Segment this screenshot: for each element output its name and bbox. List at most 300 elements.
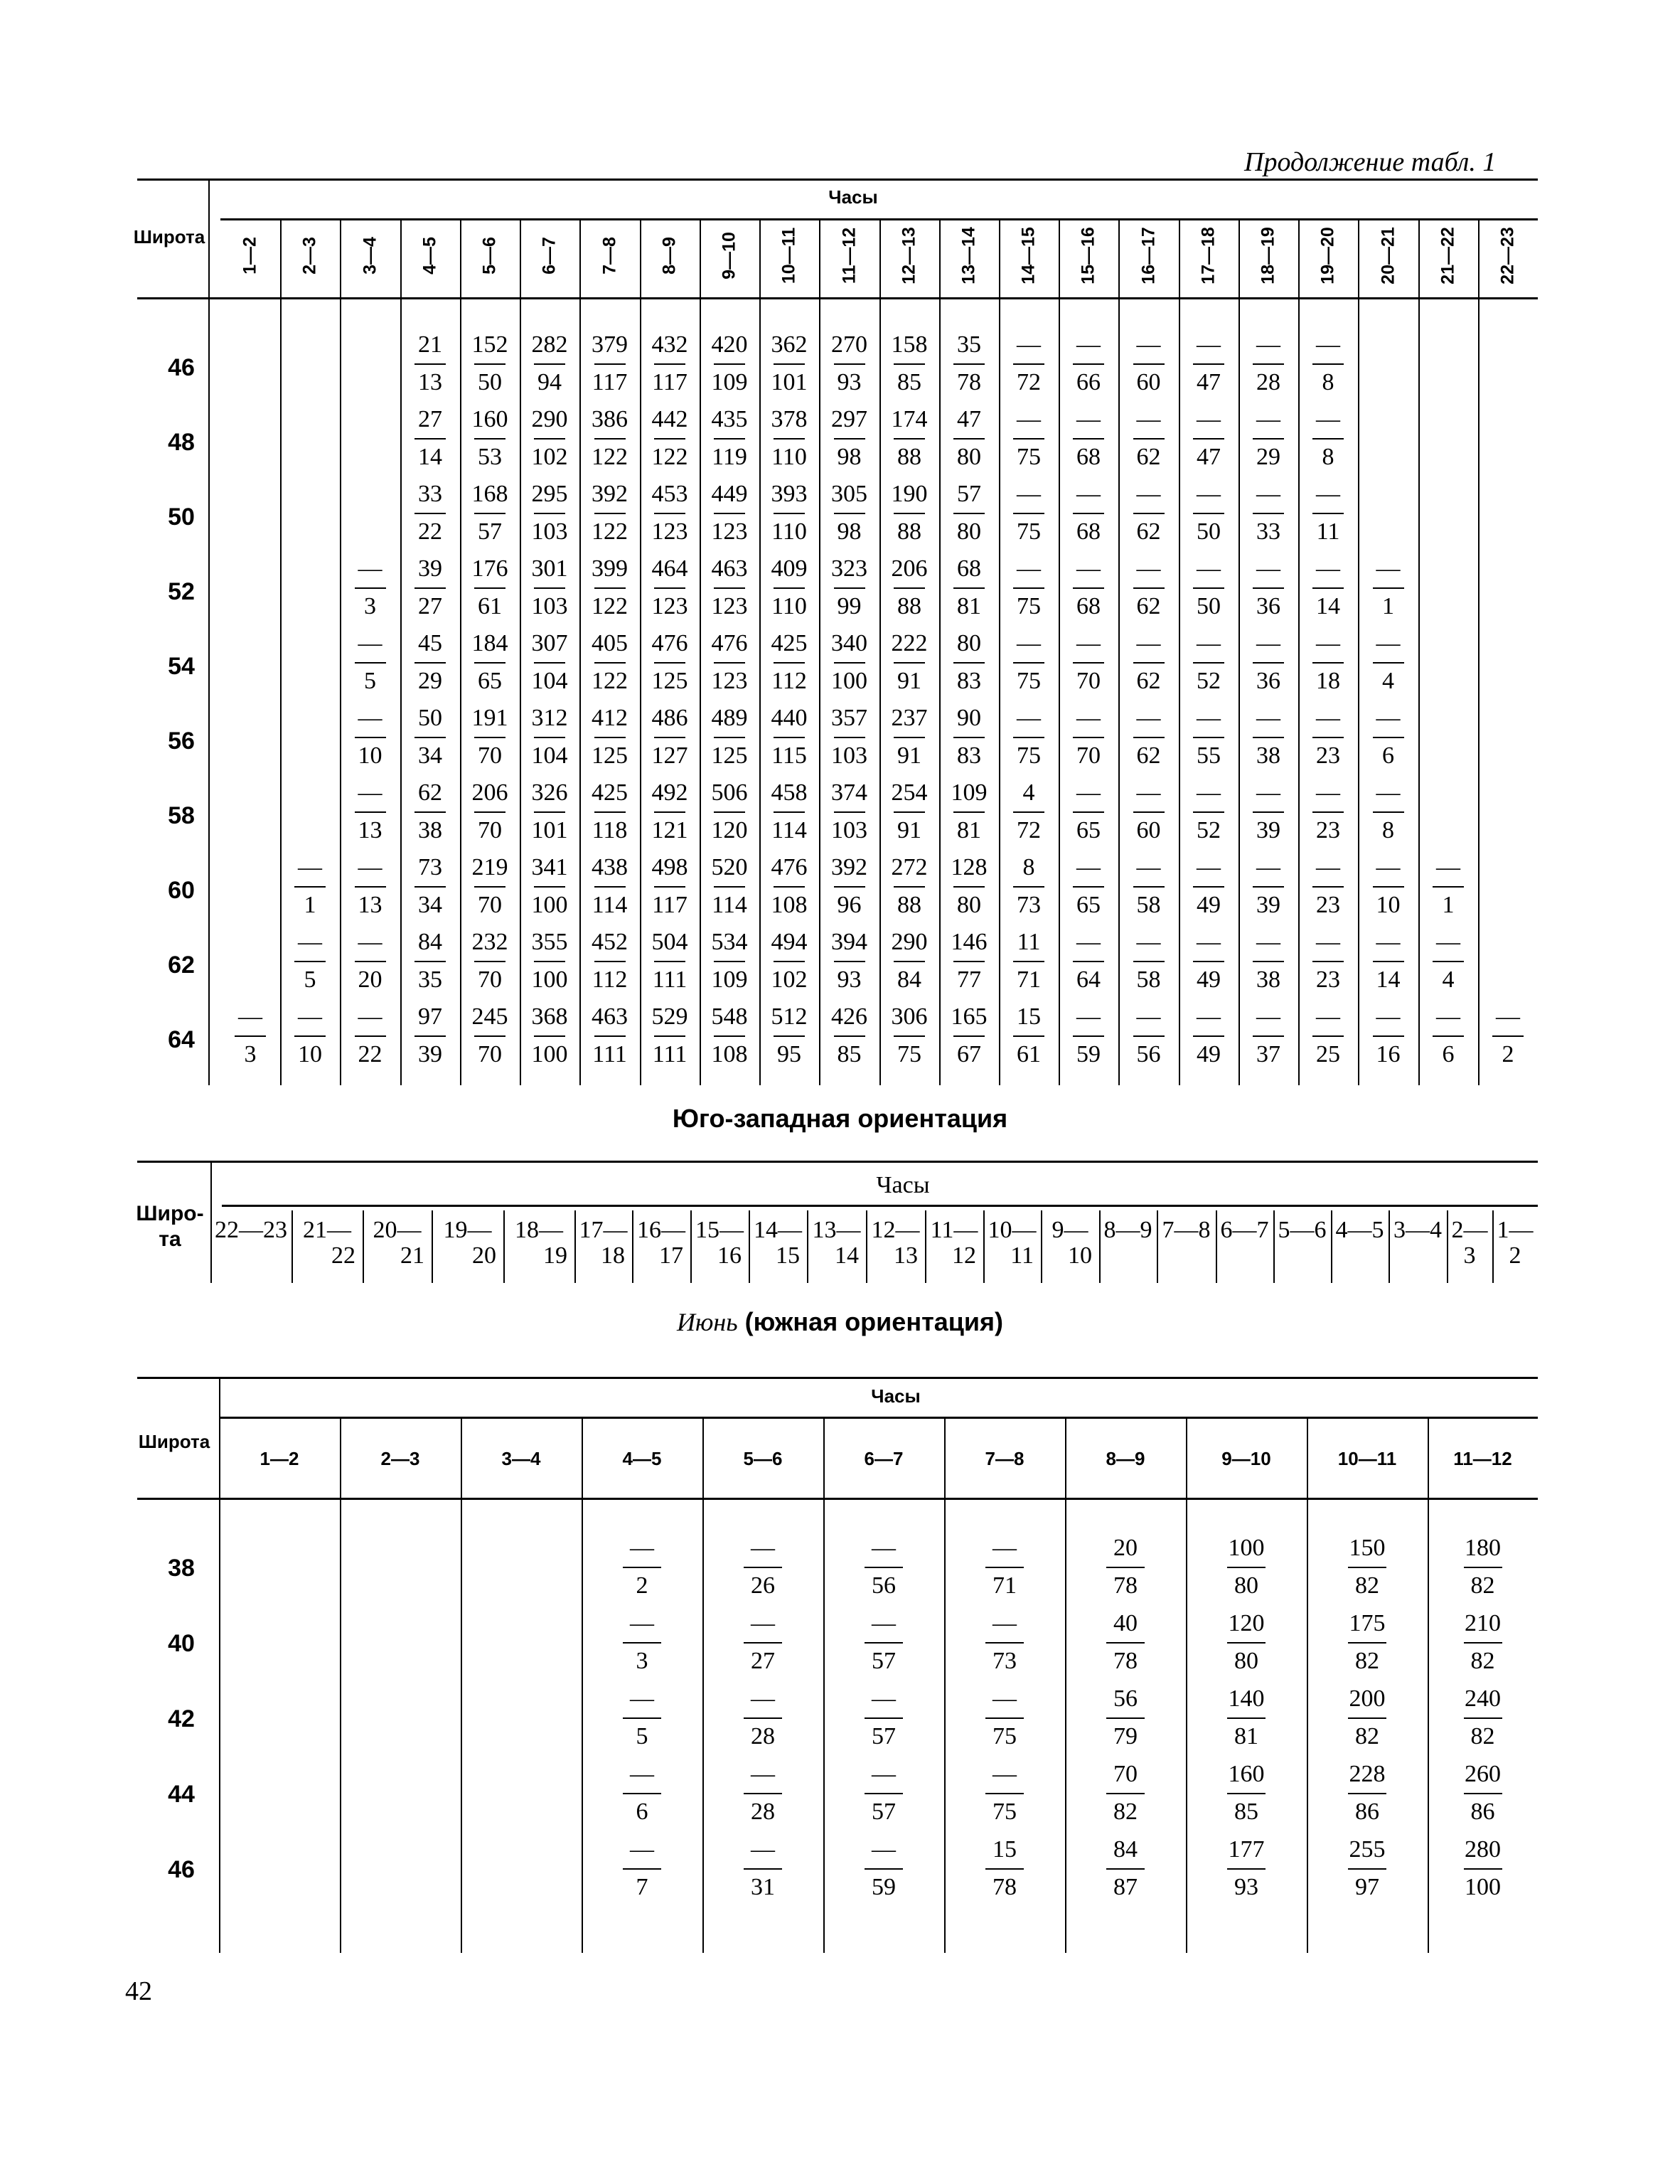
june-column-line (582, 1417, 583, 1953)
fraction-numerator: — (630, 1535, 654, 1561)
fraction-cell (841, 1536, 926, 1598)
fraction-bar (1312, 961, 1344, 962)
fraction-cell (580, 407, 640, 469)
fraction-numerator: 405 (592, 630, 628, 656)
fraction-numerator: — (1136, 779, 1161, 806)
fraction-cell (341, 1005, 400, 1067)
fraction-numerator: — (872, 1836, 896, 1863)
fraction-bar (1373, 961, 1404, 962)
fraction-cell (1298, 781, 1358, 843)
fraction-cell (1059, 781, 1118, 843)
table1-hours-header: Часы (828, 186, 878, 208)
fraction-denominator: 83 (957, 742, 981, 769)
fraction-cell (700, 632, 759, 693)
fraction-numerator: 394 (831, 929, 867, 955)
fraction-cell (700, 856, 759, 917)
fraction-cell (1238, 706, 1298, 768)
fraction-numerator: 152 (471, 331, 508, 358)
fraction-bar (534, 363, 565, 365)
fraction-numerator: 435 (711, 406, 748, 432)
fraction-numerator: — (1076, 406, 1101, 432)
table1-lat-header: Широта (133, 226, 205, 247)
fraction-bar (1133, 886, 1165, 888)
fraction-numerator: 200 (1349, 1685, 1386, 1712)
fraction-bar (1312, 587, 1344, 589)
fraction-bar (414, 961, 446, 962)
fraction-denominator: 72 (1017, 817, 1041, 843)
fraction-numerator: 50 (418, 705, 442, 731)
fraction-numerator: 97 (418, 1003, 442, 1030)
fraction-bar (534, 513, 565, 514)
fraction-bar (594, 587, 626, 589)
hour-header-cell: 3—4 (360, 237, 380, 275)
fraction-cell (820, 632, 879, 693)
sw-hour-text: 14— (754, 1217, 802, 1243)
fraction-cell (400, 557, 460, 619)
fraction-denominator: 125 (592, 742, 628, 769)
table1-top-rule (137, 179, 1538, 181)
fraction-denominator: 110 (771, 518, 807, 545)
fraction-cell (1083, 1762, 1168, 1824)
fraction-bar (714, 587, 745, 589)
fraction-bar (1133, 513, 1165, 514)
fraction-cell (999, 482, 1059, 544)
fraction-numerator: 21 (418, 331, 442, 358)
fraction-numerator: 340 (831, 630, 867, 656)
fraction-cell (640, 930, 700, 992)
fraction-denominator: 91 (897, 817, 921, 843)
fraction-numerator: — (1136, 406, 1161, 432)
fraction-bar (1073, 811, 1104, 813)
fraction-bar (1193, 737, 1224, 738)
june-column-line (340, 1417, 341, 1953)
fraction-cell (520, 706, 579, 768)
fraction-bar (894, 363, 925, 365)
hour-header-cell: 13—14 (958, 227, 979, 284)
fraction-denominator: 62 (1136, 593, 1161, 619)
fraction-denominator: 4 (1442, 966, 1455, 993)
fraction-bar (235, 1035, 266, 1037)
fraction-numerator: 463 (711, 555, 748, 582)
fraction-numerator: 245 (471, 1003, 508, 1030)
fraction-cell (879, 333, 939, 395)
hour-header-cell: 12—13 (899, 227, 919, 284)
fraction-denominator: 94 (537, 369, 562, 395)
fraction-cell (520, 781, 579, 843)
fraction-denominator: 85 (1234, 1799, 1258, 1825)
fraction-denominator: 6 (1382, 742, 1394, 769)
fraction-bar (594, 886, 626, 888)
fraction-bar (744, 1717, 782, 1719)
fraction-denominator: 117 (652, 892, 687, 918)
sw-hour-text: 20— (373, 1217, 422, 1243)
june-section-title (0, 1307, 1680, 1337)
fraction-cell (879, 482, 939, 544)
sw-hour-text: 21— (303, 1217, 351, 1243)
fraction-denominator: 70 (478, 966, 502, 993)
fraction-cell (999, 407, 1059, 469)
fraction-denominator: 13 (358, 817, 382, 843)
fraction-denominator: 110 (771, 593, 807, 619)
fraction-cell (820, 482, 879, 544)
fraction-denominator: 35 (418, 966, 442, 993)
fraction-denominator: 65 (478, 668, 502, 694)
fraction-denominator: 86 (1355, 1799, 1379, 1825)
fraction-cell (1179, 930, 1238, 992)
fraction-cell (1179, 333, 1238, 395)
fraction-cell (939, 706, 999, 768)
fraction-bar (774, 811, 805, 813)
fraction-denominator: 122 (592, 668, 628, 694)
june-column-line (1065, 1417, 1066, 1953)
fraction-cell (599, 1612, 685, 1673)
fraction-bar (534, 438, 565, 440)
fraction-denominator: 33 (1256, 518, 1280, 545)
fraction-bar (985, 1868, 1024, 1870)
fraction-numerator: — (1076, 929, 1101, 955)
fraction-numerator: 174 (891, 406, 928, 432)
hour-header-cell: 1—2 (240, 237, 260, 275)
sw-hour-text: 9— (1052, 1217, 1088, 1243)
fraction-denominator: 115 (771, 742, 807, 769)
fraction-bar (534, 886, 565, 888)
fraction-cell (999, 1005, 1059, 1067)
fraction-cell (759, 930, 819, 992)
fraction-numerator: 165 (951, 1003, 988, 1030)
fraction-cell (759, 706, 819, 768)
fraction-numerator: 20 (1113, 1535, 1138, 1561)
sw-hour-text: 2—3 (1451, 1217, 1488, 1269)
fraction-numerator: 295 (531, 481, 568, 507)
hour-header-cell: 5—6 (479, 237, 500, 275)
fraction-cell (341, 557, 400, 619)
fraction-numerator: 158 (891, 331, 928, 358)
fraction-numerator: — (1376, 630, 1401, 656)
fraction-bar (1253, 961, 1284, 962)
fraction-denominator: 114 (771, 817, 807, 843)
fraction-numerator: 62 (418, 779, 442, 806)
fraction-cell (1083, 1536, 1168, 1598)
june-hours-rule (220, 1417, 1538, 1419)
fraction-bar (654, 1035, 685, 1037)
fraction-denominator: 80 (1234, 1648, 1258, 1674)
sw-hour-text: 11— (930, 1217, 978, 1243)
fraction-cell (1440, 1687, 1526, 1749)
fraction-denominator: 57 (872, 1648, 896, 1674)
fraction-numerator: — (1017, 555, 1041, 582)
june-top-rule (137, 1377, 1538, 1379)
fraction-denominator: 62 (1136, 742, 1161, 769)
fraction-denominator: 23 (1316, 817, 1340, 843)
fraction-numerator: 506 (711, 779, 748, 806)
fraction-bar (534, 737, 565, 738)
fraction-cell (1059, 407, 1118, 469)
fraction-cell (280, 1005, 340, 1067)
fraction-cell (1059, 632, 1118, 693)
fraction-numerator: — (1376, 779, 1401, 806)
fraction-numerator: 355 (531, 929, 568, 955)
sw-hour-cell (749, 1218, 807, 1268)
fraction-cell (220, 1005, 280, 1067)
fraction-bar (355, 1035, 386, 1037)
fraction-denominator: 102 (531, 444, 568, 470)
fraction-numerator: — (993, 1685, 1017, 1712)
fraction-cell (520, 333, 579, 395)
sw-hour-text: 13— (812, 1217, 861, 1243)
fraction-bar (1373, 737, 1404, 738)
sw-hour-cell (503, 1218, 574, 1268)
fraction-denominator: 36 (1256, 668, 1280, 694)
june-lat-header: Широта (138, 1431, 210, 1452)
fraction-cell (700, 407, 759, 469)
fraction-numerator: — (1136, 1003, 1161, 1030)
fraction-numerator: 4 (1022, 779, 1035, 806)
fraction-denominator: 73 (1017, 892, 1041, 918)
fraction-numerator: 240 (1465, 1685, 1501, 1712)
fraction-denominator: 82 (1470, 1648, 1495, 1674)
fraction-bar (834, 811, 865, 813)
sw-hour-text: 19— (443, 1217, 492, 1243)
fraction-numerator: 297 (831, 406, 867, 432)
fraction-numerator: — (1197, 331, 1221, 358)
fraction-denominator: 97 (1355, 1874, 1379, 1900)
table1-column-line (1478, 218, 1480, 1085)
fraction-bar (714, 1035, 745, 1037)
fraction-denominator: 91 (897, 742, 921, 769)
fraction-bar (1073, 363, 1104, 365)
sw-hour-text: 11 (1010, 1242, 1034, 1269)
fraction-denominator: 29 (418, 668, 442, 694)
fraction-cell (460, 333, 520, 395)
fraction-numerator: — (1017, 630, 1041, 656)
sw-hour-cell (1389, 1218, 1447, 1243)
fraction-cell (1298, 482, 1358, 544)
latitude-label: 54 (168, 653, 195, 680)
hour-header-cell: 14—15 (1018, 227, 1039, 284)
fraction-bar (1253, 737, 1284, 738)
sw-hour-cell (363, 1218, 432, 1268)
fraction-bar (474, 513, 505, 514)
fraction-numerator: 272 (891, 854, 928, 880)
fraction-cell (520, 482, 579, 544)
fraction-numerator: 489 (711, 705, 748, 731)
fraction-cell (460, 706, 520, 768)
fraction-denominator: 49 (1197, 1041, 1221, 1067)
fraction-denominator: 57 (872, 1799, 896, 1825)
fraction-cell (1238, 557, 1298, 619)
fraction-bar (774, 587, 805, 589)
fraction-denominator: 75 (993, 1723, 1017, 1749)
fraction-bar (1312, 513, 1344, 514)
fraction-numerator: — (1316, 1003, 1340, 1030)
fraction-numerator: — (298, 929, 322, 955)
fraction-cell (460, 781, 520, 843)
fraction-numerator: — (1316, 705, 1340, 731)
fraction-cell (759, 407, 819, 469)
fraction-denominator: 114 (712, 892, 747, 918)
sw-hour-text: 16— (637, 1217, 685, 1243)
fraction-numerator: 306 (891, 1003, 928, 1030)
fraction-denominator: 70 (478, 892, 502, 918)
fraction-bar (414, 811, 446, 813)
fraction-bar (834, 363, 865, 365)
june-column-line (702, 1417, 704, 1953)
hour-header-cell: 2—3 (299, 237, 320, 275)
fraction-denominator: 13 (358, 892, 382, 918)
june-column-line (1307, 1417, 1308, 1953)
fraction-denominator: 20 (358, 966, 382, 993)
fraction-bar (414, 438, 446, 440)
fraction-denominator: 91 (897, 668, 921, 694)
fraction-numerator: — (1076, 854, 1101, 880)
fraction-denominator: 93 (1234, 1874, 1258, 1900)
fraction-bar (1312, 662, 1344, 664)
fraction-numerator: — (872, 1685, 896, 1712)
fraction-numerator: — (1197, 406, 1221, 432)
fraction-bar (774, 662, 805, 664)
fraction-cell (720, 1536, 806, 1598)
sw-hour-cell (807, 1218, 866, 1268)
fraction-numerator: — (993, 1761, 1017, 1787)
fraction-numerator: 386 (592, 406, 628, 432)
fraction-cell (700, 1005, 759, 1067)
fraction-bar (1073, 587, 1104, 589)
fraction-numerator: — (1316, 406, 1340, 432)
fraction-numerator: 90 (957, 705, 981, 731)
fraction-denominator: 82 (1355, 1648, 1379, 1674)
sw-hours-rule (222, 1205, 1538, 1207)
fraction-numerator: — (993, 1610, 1017, 1636)
fraction-bar (985, 1567, 1024, 1568)
fraction-bar (985, 1793, 1024, 1794)
fraction-numerator: 290 (891, 929, 928, 955)
fraction-bar (654, 438, 685, 440)
fraction-denominator: 8 (1322, 369, 1334, 395)
fraction-bar (1073, 886, 1104, 888)
sw-hour-text: 12— (871, 1217, 920, 1243)
fraction-numerator: — (1316, 555, 1340, 582)
fraction-denominator: 118 (592, 817, 628, 843)
sw-hour-cell (291, 1218, 363, 1268)
fraction-cell (1179, 706, 1238, 768)
fraction-denominator: 10 (298, 1041, 322, 1067)
fraction-denominator: 64 (1076, 966, 1101, 993)
fraction-numerator: 282 (531, 331, 568, 358)
fraction-denominator: 50 (478, 369, 502, 395)
fraction-denominator: 81 (957, 593, 981, 619)
fraction-cell (939, 632, 999, 693)
fraction-denominator: 62 (1136, 518, 1161, 545)
fraction-bar (1106, 1717, 1145, 1719)
fraction-bar (894, 961, 925, 962)
sw-hour-text: 14 (835, 1242, 859, 1269)
fraction-bar (744, 1567, 782, 1568)
fraction-bar (1073, 737, 1104, 738)
fraction-denominator: 65 (1076, 892, 1101, 918)
fraction-cell (1418, 1005, 1478, 1067)
latitude-label: 46 (168, 354, 195, 381)
fraction-cell (341, 781, 400, 843)
fraction-denominator: 85 (897, 369, 921, 395)
fraction-bar (534, 811, 565, 813)
fraction-bar (953, 587, 985, 589)
fraction-denominator: 23 (1316, 742, 1340, 769)
fraction-bar (714, 811, 745, 813)
fraction-numerator: — (630, 1685, 654, 1712)
fraction-bar (894, 737, 925, 738)
fraction-denominator: 23 (1316, 966, 1340, 993)
sw-section-title: Юго-западная ориентация (672, 1104, 1008, 1133)
fraction-denominator: 82 (1355, 1723, 1379, 1749)
sw-hour-cell (432, 1218, 503, 1268)
fraction-denominator: 93 (837, 369, 862, 395)
fraction-bar (1227, 1567, 1266, 1568)
fraction-cell (700, 557, 759, 619)
fraction-bar (1133, 961, 1165, 962)
fraction-bar (623, 1793, 661, 1794)
fraction-bar (774, 886, 805, 888)
fraction-denominator: 75 (1017, 444, 1041, 470)
fraction-denominator: 5 (364, 668, 376, 694)
fraction-cell (1325, 1838, 1410, 1900)
fraction-bar (414, 513, 446, 514)
fraction-denominator: 38 (418, 817, 442, 843)
fraction-denominator: 39 (1256, 892, 1280, 918)
fraction-denominator: 125 (711, 742, 748, 769)
fraction-cell (1179, 482, 1238, 544)
sw-hour-text: 17 (659, 1242, 683, 1269)
fraction-denominator: 14 (1376, 966, 1401, 993)
fraction-bar (1133, 363, 1165, 365)
fraction-denominator: 86 (1470, 1799, 1495, 1825)
fraction-numerator: — (1136, 481, 1161, 507)
fraction-denominator: 109 (711, 966, 748, 993)
sw-hour-text: 18— (515, 1217, 563, 1243)
june-hour-header-cell: 4—5 (622, 1448, 662, 1469)
fraction-bar (414, 662, 446, 664)
fraction-bar (834, 587, 865, 589)
fraction-bar (1253, 662, 1284, 664)
fraction-bar (474, 438, 505, 440)
fraction-numerator: 109 (951, 779, 988, 806)
fraction-bar (865, 1567, 903, 1568)
fraction-cell (841, 1838, 926, 1900)
fraction-cell (720, 1762, 806, 1824)
fraction-denominator: 73 (993, 1648, 1017, 1674)
fraction-bar (1013, 513, 1044, 514)
fraction-denominator: 62 (1136, 668, 1161, 694)
fraction-denominator: 6 (636, 1799, 648, 1825)
fraction-numerator: 73 (418, 854, 442, 880)
fraction-numerator: — (1076, 1003, 1101, 1030)
fraction-bar (865, 1793, 903, 1794)
sw-hour-text: 3—4 (1393, 1217, 1442, 1243)
fraction-cell (820, 557, 879, 619)
fraction-numerator: — (751, 1685, 775, 1712)
fraction-numerator: 33 (418, 481, 442, 507)
fraction-cell (1418, 930, 1478, 992)
fraction-numerator: — (1197, 1003, 1221, 1030)
june-header-bottom-rule (137, 1498, 1538, 1500)
fraction-denominator: 61 (1017, 1041, 1041, 1067)
june-hour-header-cell: 1—2 (260, 1448, 299, 1469)
fraction-bar (953, 662, 985, 664)
hour-header-cell: 17—18 (1198, 227, 1219, 284)
fraction-denominator: 68 (1076, 593, 1101, 619)
fraction-denominator: 16 (1376, 1041, 1401, 1067)
fraction-bar (414, 886, 446, 888)
sw-hour-cell (866, 1218, 925, 1268)
